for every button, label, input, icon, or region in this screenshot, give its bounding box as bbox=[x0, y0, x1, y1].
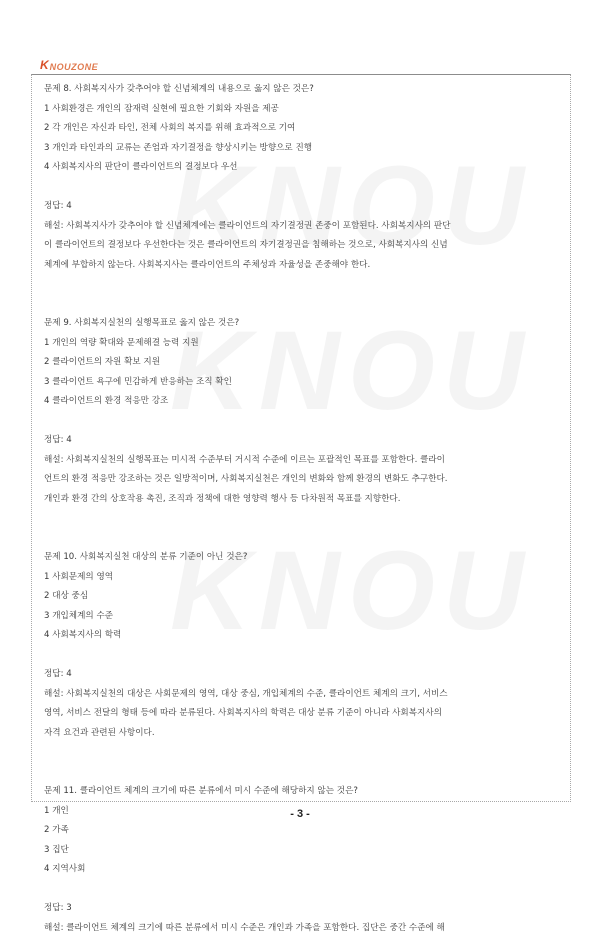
option: 1 개인 bbox=[44, 802, 560, 822]
option: 4 클라이언트의 환경 적응만 강조 bbox=[44, 392, 560, 412]
option: 1 개인의 역량 확대와 문제해결 능력 지원 bbox=[44, 334, 560, 354]
question-block bbox=[44, 548, 560, 743]
question-block bbox=[44, 80, 560, 275]
explanation-line: 해설: 클라이언트 체계의 크기에 따른 분류에서 미시 수준은 개인과 가족을 포함한다. 집단은 중간 수준에 해 bbox=[44, 919, 560, 938]
question-text: 문제 9. 사회복지실천의 실행목표로 옳지 않은 것은? bbox=[44, 314, 560, 334]
knouzone-logo bbox=[40, 56, 98, 72]
question-block bbox=[44, 782, 560, 938]
explanation-line: 이 클라이언트의 결정보다 우선한다는 것은 클라이언트의 자기결정권을 침해하는 것으로, 사회복지사의 신념 bbox=[44, 236, 560, 256]
option: 4 지역사회 bbox=[44, 860, 560, 880]
explanation-line: 해설: 사회복지실천의 대상은 사회문제의 영역, 대상 중심, 개입체계의 수준, 클라이언트 체계의 크기, 서비스 bbox=[44, 685, 560, 705]
answer: 정답: 4 bbox=[44, 431, 560, 451]
option: 4 사회복지사의 판단이 클라이언트의 결정보다 우선 bbox=[44, 158, 560, 178]
option: 3 집단 bbox=[44, 841, 560, 861]
option: 3 개입체계의 수준 bbox=[44, 607, 560, 627]
explanation-line: 해설: 사회복지사가 갖추어야 할 신념체계에는 클라이언트의 자기결정권 존중이 포함된다. 사회복지사의 판단 bbox=[44, 217, 560, 237]
option: 2 클라이언트의 자원 확보 지원 bbox=[44, 353, 560, 373]
explanation-line: 자격 요건과 관련된 사항이다. bbox=[44, 724, 560, 744]
option: 2 대상 중심 bbox=[44, 587, 560, 607]
option: 1 사회문제의 영역 bbox=[44, 568, 560, 588]
answer: 정답: 4 bbox=[44, 665, 560, 685]
question-text: 문제 8. 사회복지사가 갖추어야 할 신념체계의 내용으로 옳지 않은 것은? bbox=[44, 80, 560, 100]
logo-letter-k: K bbox=[40, 58, 49, 72]
answer: 정답: 3 bbox=[44, 899, 560, 919]
option: 4 사회복지사의 학력 bbox=[44, 626, 560, 646]
option: 2 가족 bbox=[44, 821, 560, 841]
explanation-line: 해설: 사회복지실천의 실행목표는 미시적 수준부터 거시적 수준에 이르는 포괄적인 목표를 포함한다. 클라이 bbox=[44, 451, 560, 471]
explanation-line: 영역, 서비스 전달의 형태 등에 따라 분류된다. 사회복지사의 학력은 대상 분류 기준이 아니라 사회복지사의 bbox=[44, 704, 560, 724]
explanation-line: 언트의 환경 적응만 강조하는 것은 일방적이며, 사회복지실천은 개인의 변화와 함께 환경의 변화도 추구한다. bbox=[44, 470, 560, 490]
option: 1 사회환경은 개인의 잠재력 실현에 필요한 기회와 자원을 제공 bbox=[44, 100, 560, 120]
option: 3 클라이언트 욕구에 민감하게 반응하는 조직 확인 bbox=[44, 373, 560, 393]
question-text: 문제 11. 클라이언트 체계의 크기에 따른 분류에서 미시 수준에 해당하지 않는 것은? bbox=[44, 782, 560, 802]
question-block bbox=[44, 314, 560, 509]
answer: 정답: 4 bbox=[44, 197, 560, 217]
explanation-line: 체계에 부합하지 않는다. 사회복지사는 클라이언트의 주체성과 자율성을 존중해야 한다. bbox=[44, 256, 560, 276]
option: 3 개인과 타인과의 교류는 존엄과 자기결정을 향상시키는 방향으로 진행 bbox=[44, 139, 560, 159]
question-text: 문제 10. 사회복지실천 대상의 분류 기준이 아닌 것은? bbox=[44, 548, 560, 568]
page-number: - 3 - bbox=[0, 808, 600, 820]
logo-text: NOUZONE bbox=[50, 62, 99, 72]
explanation-line: 개인과 환경 간의 상호작용 촉진, 조직과 정책에 대한 영향력 행사 등 다차원적 목표를 지향한다. bbox=[44, 490, 560, 510]
option: 2 각 개인은 자신과 타인, 전체 사회의 복지를 위해 효과적으로 기여 bbox=[44, 119, 560, 139]
